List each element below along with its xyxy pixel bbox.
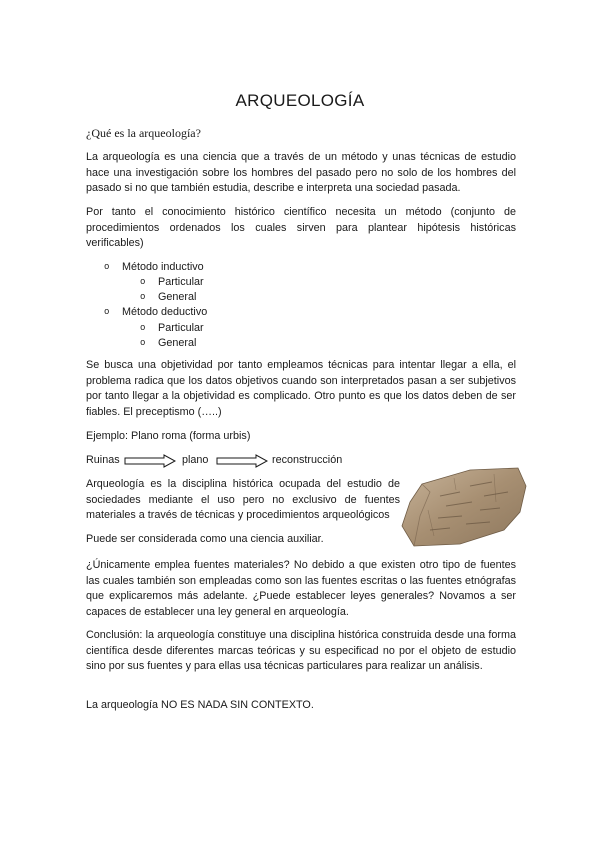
paragraph-context: La arqueología NO ES NADA SIN CONTEXTO. [86, 699, 314, 711]
list-item-inductive-particular: Particular [158, 276, 204, 288]
list-bullet: o [140, 338, 146, 348]
list-bullet: o [104, 307, 110, 317]
flow-step-ruins: Ruinas [86, 454, 120, 466]
list-bullet: o [140, 323, 146, 333]
arrow-right-icon [124, 454, 176, 468]
paragraph-conclusion: Conclusión: la arqueología constituye una disciplina histórica construida desde una forma científica desde diferentes marcas teóricas y su especificad no por el objeto de estudio sino por sus fuentes y para ellas usa técnicas particulares para realizar un análisis. [86, 629, 516, 672]
list-item-deductive-general: General [158, 337, 197, 349]
section-question: ¿Qué es la arqueología? [86, 126, 201, 140]
page-title: ARQUEOLOGÍA [235, 91, 365, 110]
paragraph-objectivity: Se busca una objetividad por tanto empleamos técnicas para intentar llegar a ella, el problema radica que los datos objetivos cuando son interpretados pasan a ser subjetivos por tanto llegar a la objetividad es complicado. Otro punto es que los datos deben de ser fiables. El preceptismo (…..) [86, 359, 516, 418]
list-item-inductive-general: General [158, 291, 197, 303]
paragraph-discipline: Arqueología es la disciplina histórica ocupada del estudio de sociedades mediante el uso pero no exclusivo de fuentes materiales a través de técnicas y procedimientos arqueológicos [86, 478, 400, 521]
paragraph-auxiliary: Puede ser considerada como una ciencia auxiliar. [86, 533, 324, 545]
list-item-deductive-particular: Particular [158, 322, 204, 334]
list-bullet: o [104, 262, 110, 272]
list-bullet: o [140, 292, 146, 302]
paragraph-example: Ejemplo: Plano roma (forma urbis) [86, 430, 251, 442]
list-item-inductive: Método inductivo [122, 261, 204, 273]
paragraph-sources: ¿Únicamente emplea fuentes materiales? No debido a que existen otro tipo de fuentes las cuales también son empleadas como son las fuentes escritas o las fuentes etnógrafas que explicaremos más adelante. ¿Puede establecer leyes generales? Novamos a ser capaces de establecer una ley general en arqueología. [86, 559, 516, 618]
process-flow [86, 452, 426, 472]
list-item-deductive: Método deductivo [122, 306, 208, 318]
flow-step-plan: plano [182, 454, 209, 466]
arrow-right-icon [216, 454, 268, 468]
paragraph-definition: La arqueología es una ciencia que a través de un método y unas técnicas de estudio hace una investigación sobre los hombres del pasado pero no solo de los hombres del pasado si no que también estudia, describe e interpreta una sociedad pasada. [86, 151, 516, 194]
list-bullet: o [140, 277, 146, 287]
flow-step-reconstruction: reconstrucción [272, 454, 343, 466]
paragraph-method: Por tanto el conocimiento histórico científico necesita un método (conjunto de procedimientos ordenados los cuales sirven para plantear hipótesis históricas verificables) [86, 206, 516, 249]
